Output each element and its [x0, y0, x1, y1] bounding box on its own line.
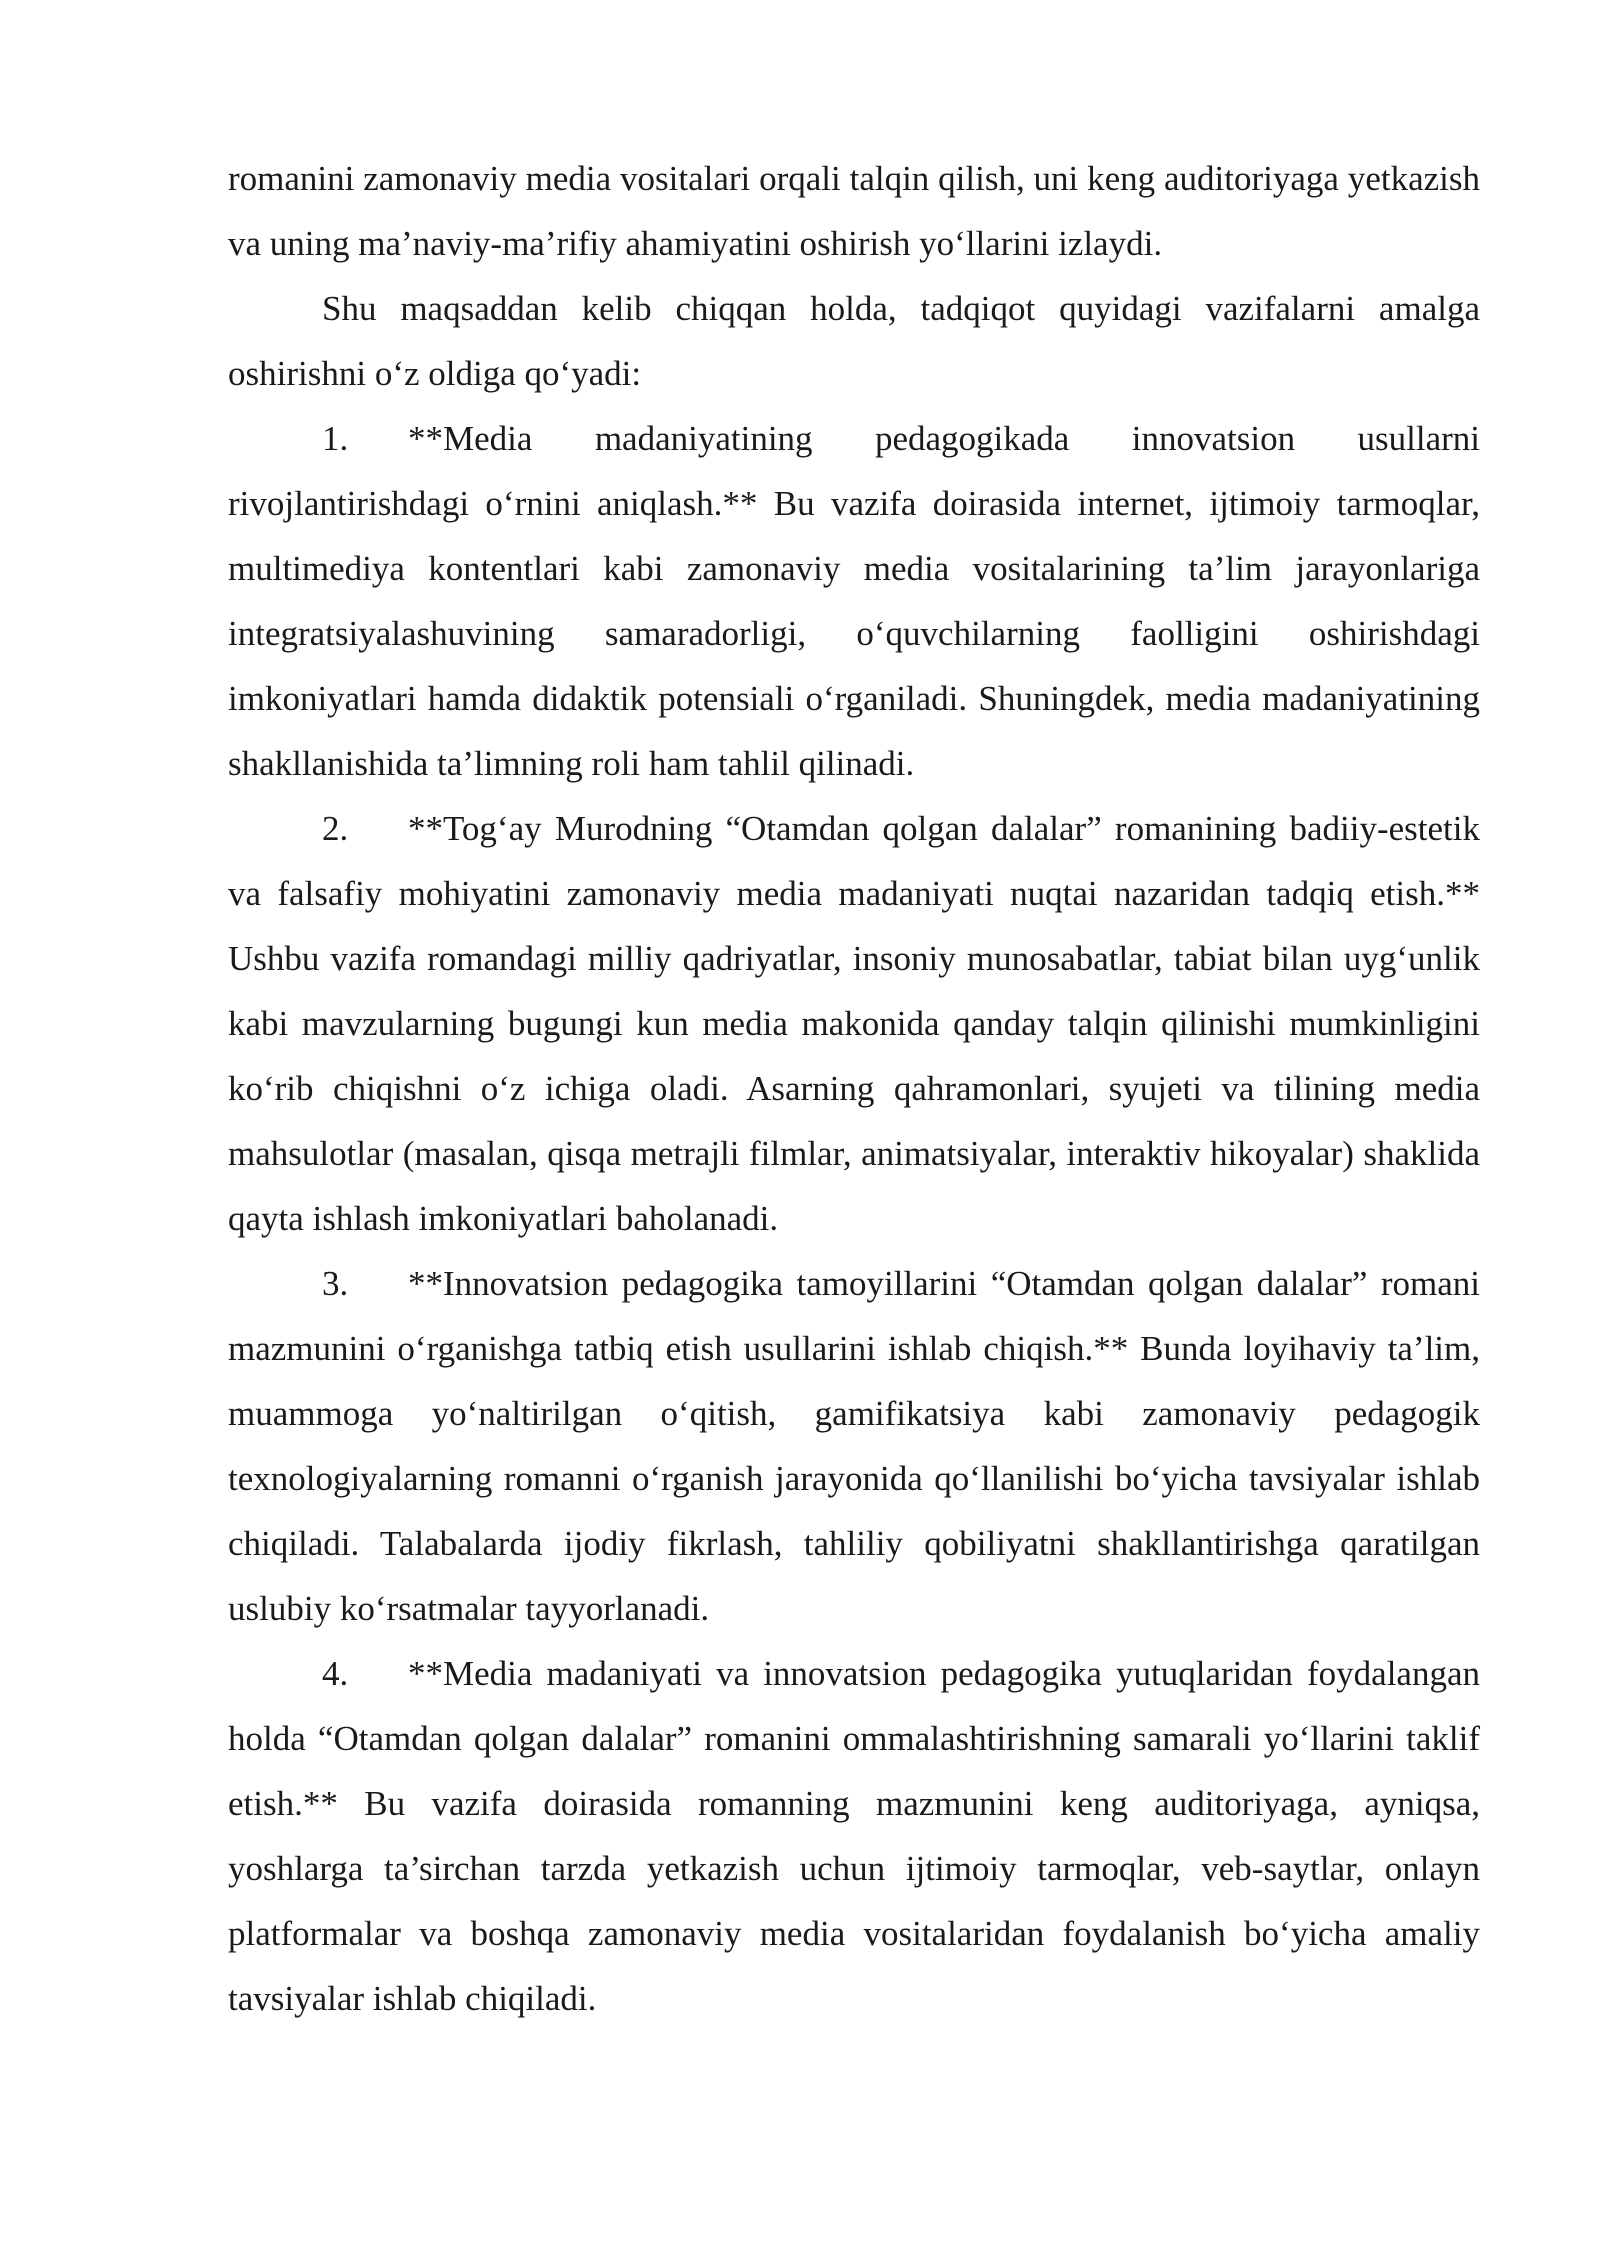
list-item — [228, 796, 1480, 1251]
list-number: 4. — [322, 1654, 349, 1693]
list-item — [228, 406, 1480, 796]
paragraph-intro: Shu maqsaddan kelib chiqqan holda, tadqiqot quyidagi vazifalarni amalga oshirishni o‘z oldiga qo‘yadi: — [228, 289, 1480, 393]
list-item-text: **Tog‘ay Murodning “Otamdan qolgan dalalar” romanining badiiy-estetik va falsafiy mohiyatini zamonaviy media madaniyati nuqtai nazaridan tadqiq etish.** Ushbu vazifa romandagi milliy qadriyatlar, insoniy munosabatlar, tabiat bilan uyg‘unlik kabi mavzularning bugungi kun media makonida qanday talqin qilinishi mumkinligini ko‘rib chiqishni o‘z ichiga oladi. Asarning qahramonlari, syujeti va tilining media mahsulotlar (masalan, qisqa metrajli filmlar, animatsiyalar, interaktiv hikoyalar) shaklida qayta ishlash imkoniyatlari baholanadi. — [228, 809, 1480, 1238]
list-item-text: **Media madaniyatining pedagogikada innovatsion usullarni rivojlantirishdagi o‘rnini aniqlash.** Bu vazifa doirasida internet, ijtimoiy tarmoqlar, multimediya kontentlari kabi zamonaviy media vositalarining ta’lim jarayonlariga integratsiyalashuvining samaradorligi, o‘quvchilarning faolligini oshirishdagi imkoniyatlari hamda didaktik potensiali o‘rganiladi. Shuningdek, media madaniyatining shakllanishida ta’limning roli ham tahlil qilinadi. — [228, 419, 1480, 783]
list-item — [228, 1641, 1480, 2031]
list-item-text: **Innovatsion pedagogika tamoyillarini “Otamdan qolgan dalalar” romani mazmunini o‘rganishga tatbiq etish usullarini ishlab chiqish.** Bunda loyihaviy ta’lim, muammoga yo‘naltirilgan o‘qitish, gamifikatsiya kabi zamonaviy pedagogik texnologiyalarning romanni o‘rganish jarayonida qo‘llanilishi bo‘yicha tavsiyalar ishlab chiqiladi. Talabalarda ijodiy fikrlash, tahliliy qobiliyatni shakllantirishga qaratilgan uslubiy ko‘rsatmalar tayyorlanadi. — [228, 1264, 1480, 1628]
list-number: 3. — [322, 1264, 349, 1303]
paragraph-continuation: romanini zamonaviy media vositalari orqali talqin qilish, uni keng auditoriyaga yetkazish va uning ma’naviy-ma’rifiy ahamiyatini oshirish yo‘llarini izlaydi. — [228, 159, 1480, 263]
list-number: 1. — [322, 419, 349, 458]
list-number: 2. — [322, 809, 349, 848]
list-item-text: **Media madaniyati va innovatsion pedagogika yutuqlaridan foydalangan holda “Otamdan qolgan dalalar” romanini ommalashtirishning samarali yo‘llarini taklif etish.** Bu vazifa doirasida romanning mazmunini keng auditoriyaga, ayniqsa, yoshlarga ta’sirchan tarzda yetkazish uchun ijtimoiy tarmoqlar, veb-saytlar, onlayn platformalar va boshqa zamonaviy media vositalaridan foydalanish bo‘yicha amaliy tavsiyalar ishlab chiqiladi. — [228, 1654, 1480, 2018]
list-item — [228, 1251, 1480, 1641]
document-page — [228, 146, 1480, 2031]
